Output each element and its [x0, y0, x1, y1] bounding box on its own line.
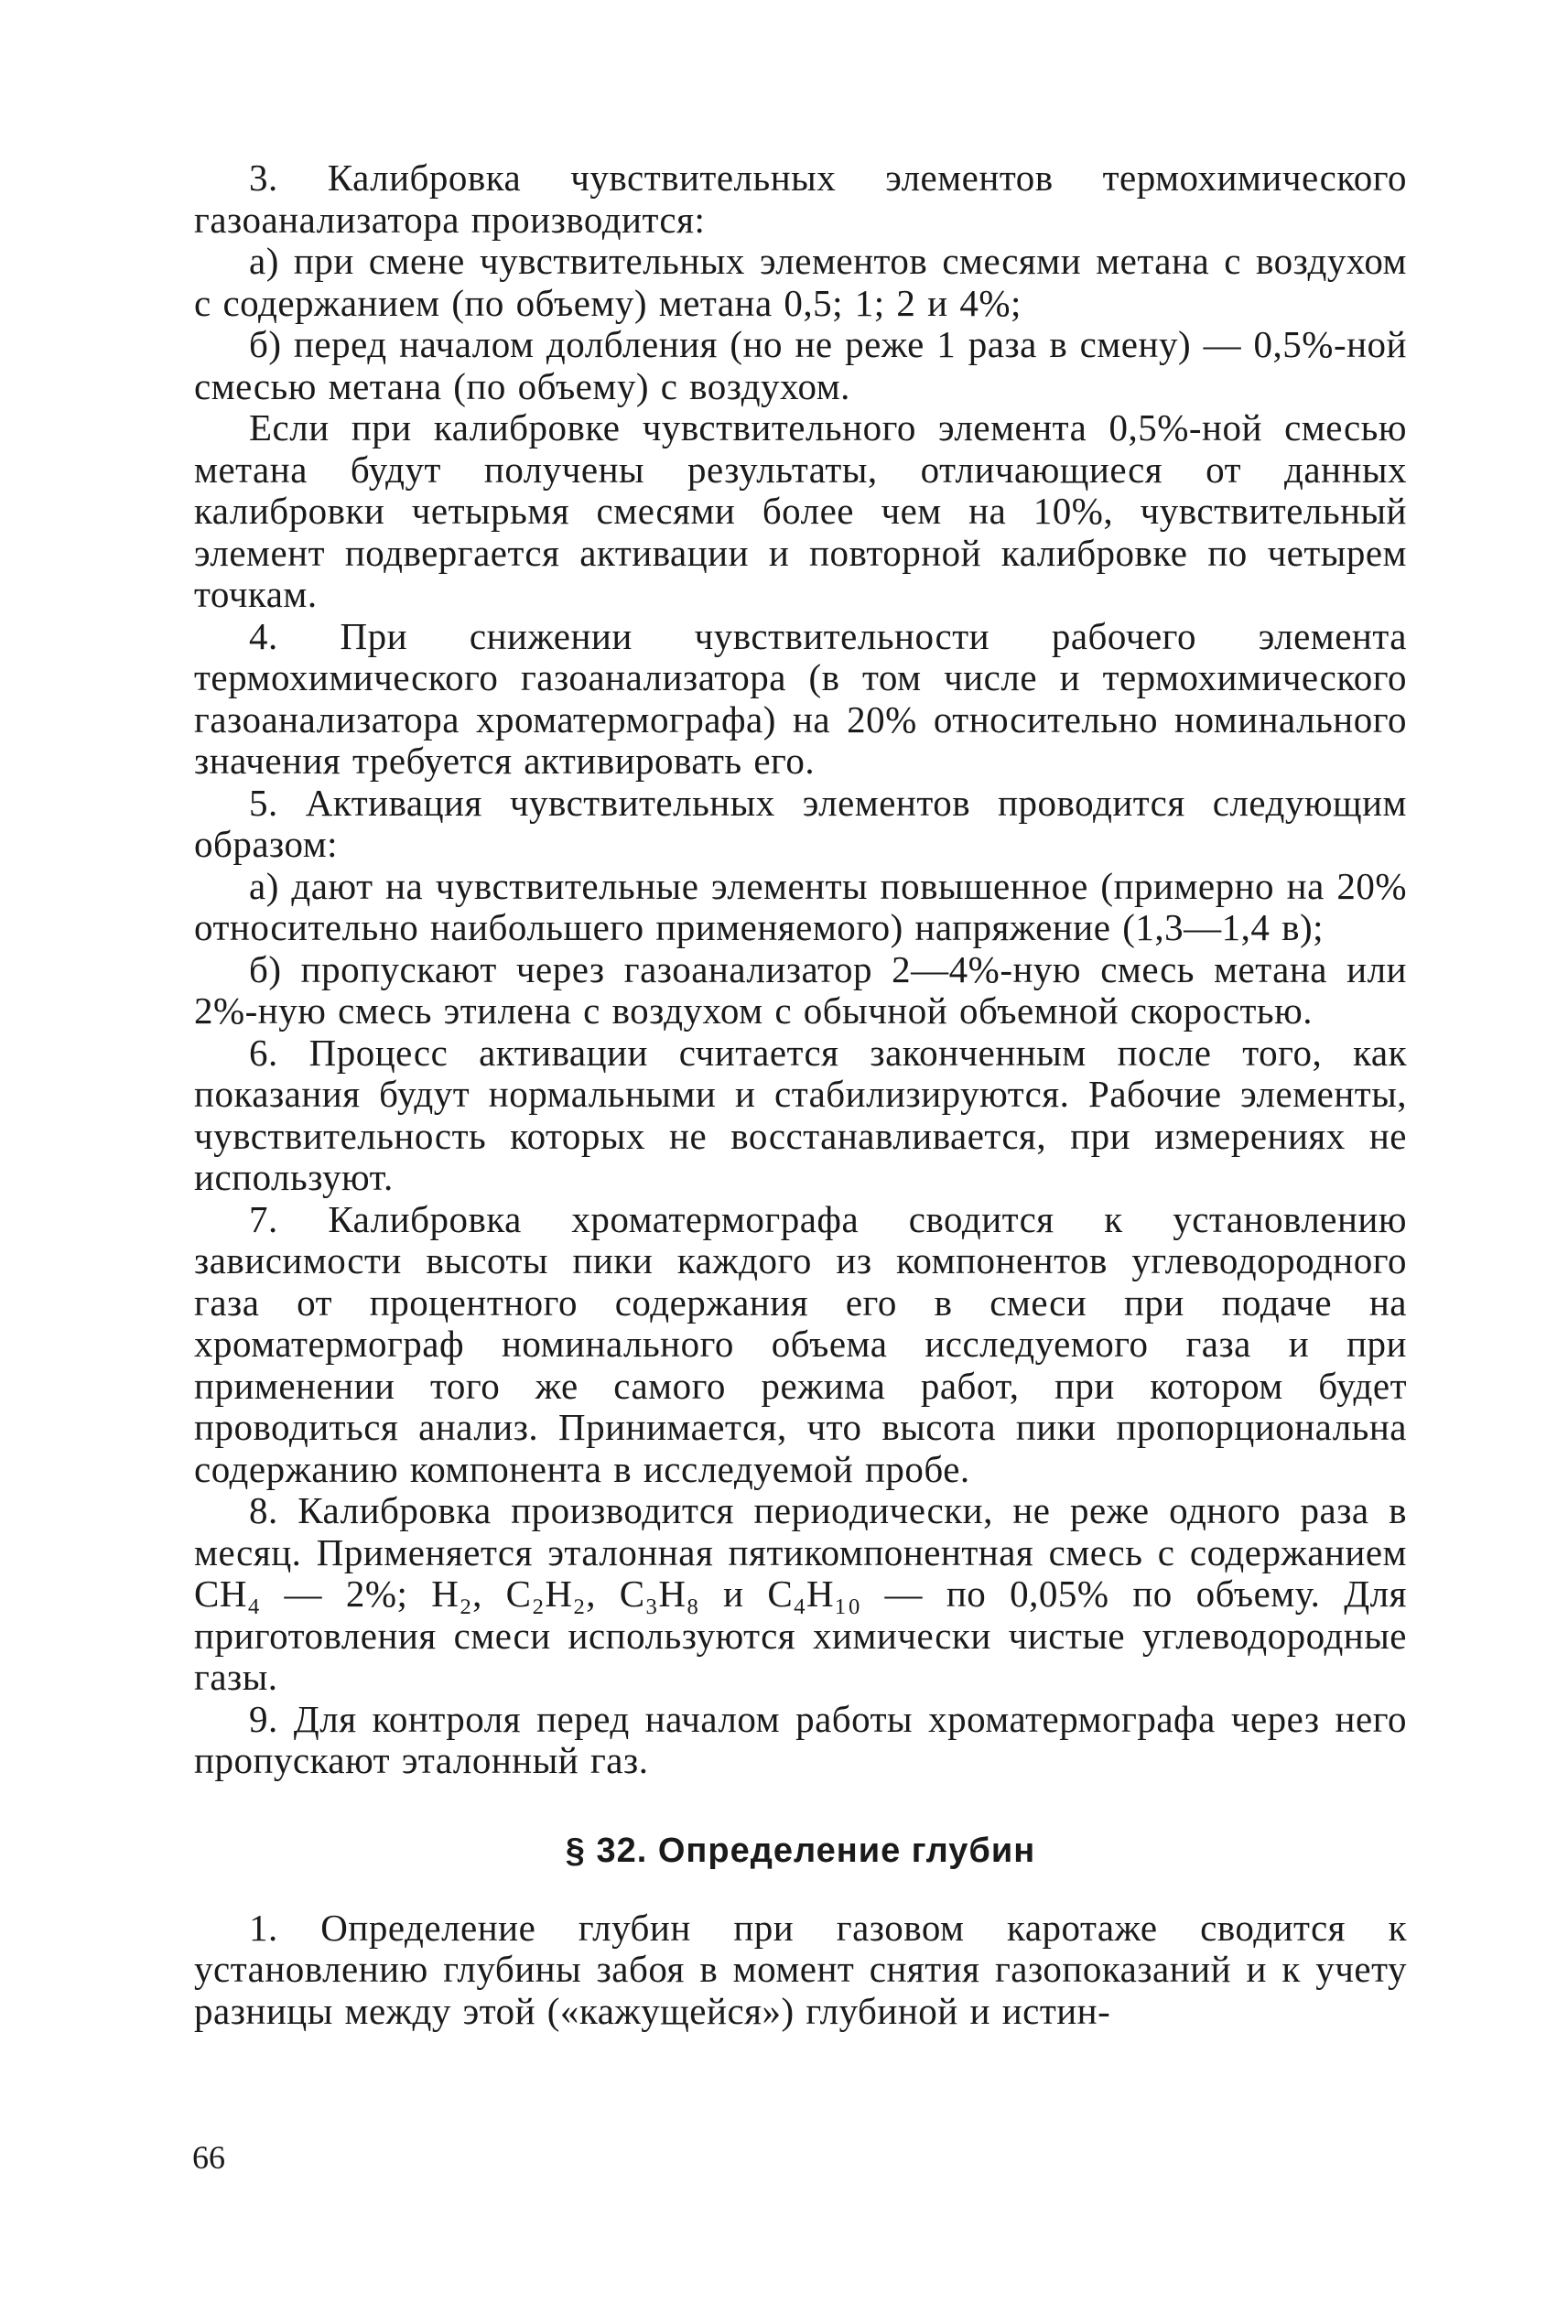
paragraph-3b: б) перед началом долбления (но не реже 1 раза в смену) — 0,5%-ной смесью метана (по объему) с воздухом. — [194, 323, 1407, 407]
paragraph-3a: а) при смене чувствительных элементов смесями метана с воздухом с содержанием (по объему) метана 0,5; 1; 2 и 4%; — [194, 240, 1407, 324]
page-body — [194, 157, 1407, 2032]
paragraph-8: 8. Калибровка производится периодически, не реже одного раза в месяц. Применяется эталонная пятикомпонентная смесь с содержанием CH₄ — 2%; H₂, C₂H₂, C₃H₈ и C₄H₁₀ — по 0,05% по объему. Для приготовления смеси используются химически чистые углеводородные газы. — [194, 1489, 1407, 1698]
section-heading: § 32. Определение глубин — [565, 1831, 1036, 1870]
paragraph-7: 7. Калибровка хроматермографа сводится к установлению зависимости высоты пики каждого из компонентов углеводородного газа от процентного содержания его в смеси при подаче на хроматермограф номинального объема исследуемого газа и при применении того же самого режима работ, при котором будет проводиться анализ. Принимается, что высота пики пропорциональна содержанию компонента в исследуемой пробе. — [194, 1197, 1407, 1490]
paragraph-3-note: Если при калибровке чувствительного элемента 0,5%-ной смесью метана будут получены результаты, отличающиеся от данных калибровки четырьмя смесями более чем на 10%, чувствительный элемент подвергается активации и повторной калибровке по четырем точкам. — [194, 406, 1407, 615]
paragraph-6: 6. Процесс активации считается законченным после того, как показания будут нормальными и стабилизируются. Рабочие элементы, чувствительность которых не восстанавливается, при измерениях не используют. — [194, 1031, 1407, 1198]
paragraph-3-intro: 3. Калибровка чувствительных элементов термохимического газоанализатора производится: — [194, 157, 1407, 241]
page-number: 66 — [192, 2139, 225, 2176]
paragraph-5-intro: 5. Активация чувствительных элементов проводится следующим образом: — [194, 781, 1407, 865]
paragraph-9: 9. Для контроля перед началом работы хроматермографа через него пропускают эталонный газ. — [194, 1697, 1407, 1781]
paragraph-section-1: 1. Определение глубин при газовом каротаже сводится к установлению глубины забоя в момент снятия газопоказаний и к учету разницы между этой («кажущейся») глубиной и истин- — [194, 1906, 1407, 2032]
paragraph-5b: б) пропускают через газоанализатор 2—4%-ную смесь метана или 2%-ную смесь этилена с воздухом с обычной объемной скоростью. — [194, 947, 1407, 1032]
paragraph-5a: а) дают на чувствительные элементы повышенное (примерно на 20% относительно наибольшего применяемого) напряжение (1,3—1,4 в); — [194, 864, 1407, 948]
paragraph-4: 4. При снижении чувствительности рабочего элемента термохимического газоанализатора (в том числе и термохимического газоанализатора хроматермографа) на 20% относительно номинального значения требуется активировать его. — [194, 614, 1407, 782]
